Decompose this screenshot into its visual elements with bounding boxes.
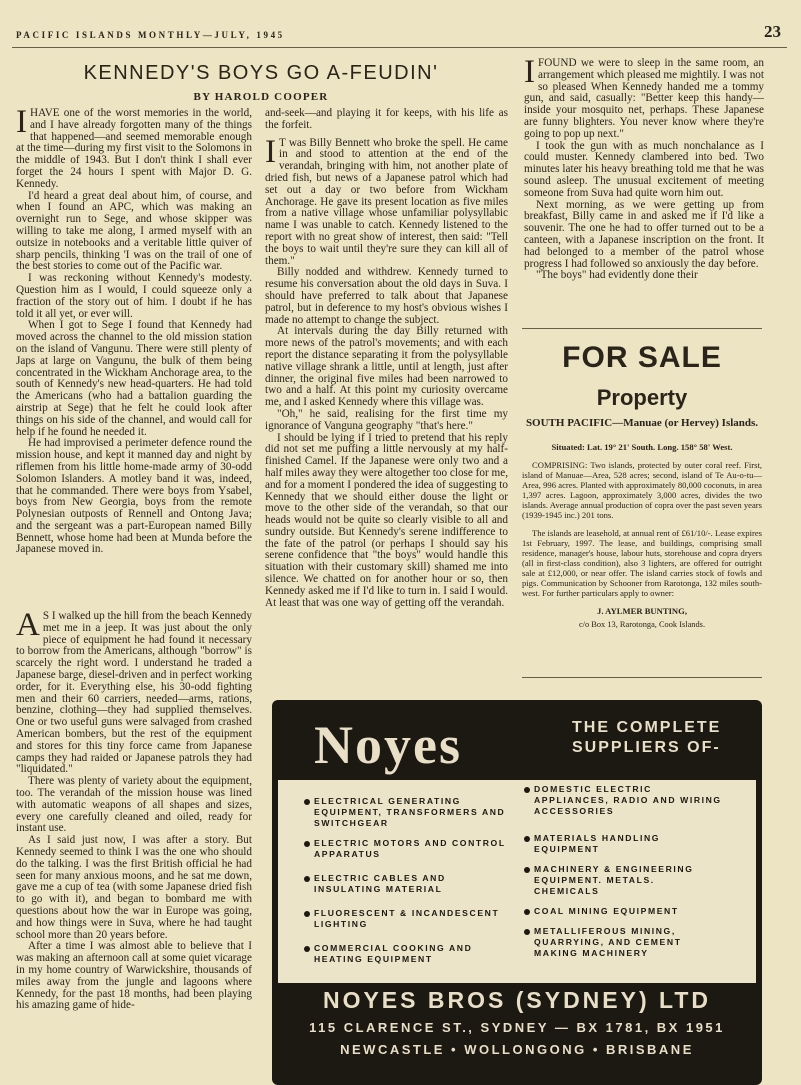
article-byline: BY HAROLD COOPER	[193, 91, 329, 103]
agent-name: J. AYLMER BUNTING,	[597, 606, 687, 616]
article-title: KENNEDY'S BOYS GO A-FEUDIN'	[83, 62, 439, 84]
agent-address: c/o Box 13, Rarotonga, Cook Islands.	[578, 620, 706, 629]
product-item: FLUORESCENT & INCANDESCENT LIGHTING	[314, 908, 514, 930]
ad-paragraph: COMPRISING: Two islands, protected by outer coral reef. First, island of Manuae—Area, 528 acres; second, island of Te Au-o-tu—Area, 996 acres. Planted with approximately 80,000 coconuts, in area 1,397 acres. Lagoon, approximately 3,000 acres, divides the two islands. Average annual production of copra over the past seven years (1939-1945 inc.) 201 tons.	[522, 460, 762, 520]
bullet-icon	[304, 946, 310, 952]
paragraph: At intervals during the day Billy returned with more news of the patrol's movements; and with each report the distance separating it from the polysyllable native village shrank a little, until at length, just after dinner, the original five miles had been narrowed to two and a half. At this point my curiosity overcame me, and I asked Kennedy where this village was.	[265, 325, 508, 409]
ad-paragraph: The islands are leasehold, at annual rent of £61/10/-. Lease expires 1st February, 1997. The lease, and buildings, comprising small residence, manager's house, labour huts, storehouse and copra dryers (all in first-class condition), also 3 lighters, are offered for outright sale at £12,000, or near offer. The island carries stock of fowls and pigs. Communication by Schooner from Rarotonga, 132 miles south-west. For further particulars apply to owner:	[522, 528, 762, 598]
bullet-icon	[524, 836, 530, 842]
paragraph: Next morning, as we were getting up from breakfast, Billy came in and asked me if I'd like a souvenir. The one he had to offer turned out to be a canteen, with a Japanese inscription on the front. It had belonged to a member of the patrol whose progress I had followed so anxiously the day before.	[524, 198, 764, 270]
bullet-icon	[524, 909, 530, 915]
bullet-icon	[304, 911, 310, 917]
paragraph: He had improvised a perimeter defence round the mission house, and kept it manned day and night by riflemen from his little home-made army of 30-odd Solomon Islanders. A motley band it was, indeed, that he commanded. There were boys from Ysabel, boys from New Georgia, boys from the remote Polynesian outposts of Rennell and Ontong Java; and the sergeant was a part-European named Billy Bennett, whose home had been at Munda before the Japanese moved in.	[16, 437, 252, 556]
paragraph: "Oh," he said, realising for the first time my ignorance of Vanguna geography "that's here."	[265, 407, 508, 432]
company-name: NOYES BROS (SYDNEY) LTD	[322, 987, 712, 1013]
company-address: 115 CLARENCE ST., SYDNEY — BX 1781, BX 1951	[309, 1020, 725, 1035]
drop-cap: I	[265, 133, 276, 170]
article-column-1-lower	[16, 611, 252, 1036]
product-panel	[278, 780, 756, 983]
article-column-2	[265, 108, 508, 683]
paragraph: and-seek—and playing it for keeps, with his life as the forfeit.	[265, 108, 508, 131]
noyes-advertisement	[272, 700, 762, 1085]
property-location-heading: SOUTH PACIFIC—Manuae (or Hervey) Islands.	[525, 417, 759, 429]
bullet-icon	[524, 929, 530, 935]
coordinates: Situated: Lat. 19° 21' South. Long. 158° 58' West.	[551, 442, 733, 452]
page-header	[16, 22, 787, 48]
property-heading: Property	[596, 385, 688, 410]
paragraph: As I said just now, I was after a story. But Kennedy seemed to think I was the one who should do the talking. I was the first British official he had seen for many anxious moons, and he sat me down, gave me a cup of tea (with some Japanese dried fish to go with it), and began to bombard me with questions about how the war in Europe was going, and how things were in Suva, where he had taught school more than 20 years before.	[16, 834, 252, 941]
bullet-icon	[304, 841, 310, 847]
page-number: 23	[764, 22, 781, 41]
product-item: ELECTRICAL GENERATING EQUIPMENT, TRANSFORMERS AND SWITCHGEAR	[314, 796, 514, 829]
paragraph: After a time I was almost able to believe that I was making an afternoon call at some quiet vicarage in my home country of Warwickshire, thousands of miles away from the jungle and lagoons where Kennedy, for the past 18 months, had been playing his amazing game of hide-	[16, 940, 252, 1012]
paragraph: IHAVE one of the worst memories in the world, and I have already forgotten many of the things that happened—and seemed memorable enough at the time—during my first visit to the Solomons in the middle of 1943. But I don't think I shall ever forget the 24 hours I spent with Major D. G. Kennedy.	[16, 108, 252, 190]
drop-cap: I	[16, 108, 27, 140]
product-item: ELECTRIC CABLES AND INSULATING MATERIAL	[314, 873, 514, 895]
paragraph: Billy nodded and withdrew. Kennedy turned to resume his conversation about the old days in Suva. I should have preferred to talk about that Japanese patrol, but in deference to my host's obvious wishes I made no attempt to change the subject.	[265, 266, 508, 326]
noyes-logo: Noyes	[314, 715, 462, 775]
product-item: MATERIALS HANDLING EQUIPMENT	[534, 833, 724, 855]
product-item: METALLIFEROUS MINING, QUARRYING, AND CEMENT MAKING MACHINERY	[534, 926, 724, 959]
product-item: DOMESTIC ELECTRIC APPLIANCES, RADIO AND WIRING ACCESSORIES	[534, 784, 724, 817]
paragraph: When I got to Sege I found that Kennedy had moved across the channel to the old mission station on the island of Vangunu. There were still plenty of Japs at large on Vangunu, the bulk of them being concentrated in the Wickham Anchorage area, to the south of Kennedy's new head-quarters. He had told the Americans (who had a battalion guarding the airstrip at Sege) that he felt he could look after things on his side of the channel, and would call for help if he found he needed it.	[16, 319, 252, 438]
noyes-tagline: THE COMPLETE SUPPLIERS OF-	[572, 719, 722, 756]
bullet-icon	[524, 867, 530, 873]
paragraph: A S I walked up the hill from the beach Kennedy met me in a jeep. It was just about the only piece of equipment he had found it necessary to borrow from the Americans, although "borrow" is scarcely the right word. I understand he traded a Japanese barge, diesel-driven and in perfect working order, for it. Everything else, his 30-odd fighting men and their 60 carriers, needed—arms, rations, benzine, clothing—they had supplied themselves. One or two useful guns were salvaged from crashed American bombers, but the rest of the equipment and stores for this tiny force came from Japanese camps they had raided or Japanese patrols they had "liquidated."	[16, 611, 252, 776]
for-sale-advertisement	[522, 328, 762, 678]
product-item: COAL MINING EQUIPMENT	[534, 906, 724, 917]
product-item: ELECTRIC MOTORS AND CONTROL APPARATUS	[314, 838, 514, 860]
paragraph: I'd heard a great deal about him, of course, and when I found an APC, which was making an overnight run to Sege, and whose skipper was willing to take me along, I armed myself with an outsize in notebooks and a veritable little quiver of sharp pencils, thinking 'I was on the trail of one of the best stories to come out of the Pacific war.	[16, 189, 252, 273]
bullet-icon	[524, 787, 530, 793]
bullet-icon	[304, 876, 310, 882]
product-item: COMMERCIAL COOKING AND HEATING EQUIPMENT	[314, 943, 514, 965]
paragraph: I was reckoning without Kennedy's modesty. Question him as I would, I could squeeze only a fraction of the story out of him. I doubt if he has told it all yet, or ever will.	[16, 272, 252, 320]
drop-cap: A	[16, 611, 40, 643]
paragraph: I took the gun with as much nonchalance as I could muster. Kennedy clambered into bed. Two minutes later his heavy breathing told me that he was sound asleep. The unusual excitement of meeting someone from Suva had quite worn him out.	[524, 139, 764, 199]
paragraph: "The boys" had evidently done their	[536, 269, 698, 282]
paragraph: IFOUND we were to sleep in the same room, an arrangement which pleased me mightily. I was not so pleased When Kennedy handed me a tommy gun, and said, casually: "Better keep this handy—inside your mosquito net, perhaps. These Japanese are funny blighters. You never know where they're going to pop up next."	[524, 58, 764, 140]
paragraph: I T was Billy Bennett who broke the spell. He came in and stood to attention at the end of the verandah, bringing with him, not another plate of dried fish, but news of a Japanese patrol which had set out a day or two before from Wickham Anchorage. He gave its present location as five miles from a native village whose unfamiliar polysyllabic name I was unable to catch. Kennedy listened to the report with no great show of interest, then said: "Tell the boys to wait until they're sure they can kill all of them."	[265, 133, 508, 267]
article-column-3	[524, 58, 764, 324]
company-branches: NEWCASTLE • WOLLONGONG • BRISBANE	[340, 1042, 694, 1057]
running-title: PACIFIC ISLANDS MONTHLY—JULY, 1945	[16, 30, 285, 40]
header-rule	[12, 47, 787, 48]
product-item: MACHINERY & ENGINEERING EQUIPMENT. METALS. CHEMICALS	[534, 864, 724, 897]
bullet-icon	[304, 799, 310, 805]
paragraph: I should be lying if I tried to pretend that his reply did not set me puffing a little nervously at my half-finished Camel. If the Japanese were only two and a half miles away they were altogether too close for me, and for a moment I pondered the idea of suggesting to Kennedy that we should either douse the light or move to the other side of the verandah, so that our heads would not be quite so clearly visible to all and sundry outside. But Kennedy's serene indifference to the fate of the patrol (or perhaps I should say his serene confidence that "the boys" would handle this situation with their customary skill) shamed me into silence. We chatted on for another hour or so, then Kennedy asked me if I'd like to turn in. I said I would. At least that was one way of getting off the verandah.	[265, 431, 508, 609]
for-sale-heading: FOR SALE	[562, 341, 722, 374]
drop-cap: I	[524, 58, 535, 90]
paragraph: There was plenty of variety about the equipment, too. The verandah of the mission house was lined with automatic weapons of all shapes and sizes, every one carefully cleaned and oiled, ready for instant use.	[16, 775, 252, 835]
